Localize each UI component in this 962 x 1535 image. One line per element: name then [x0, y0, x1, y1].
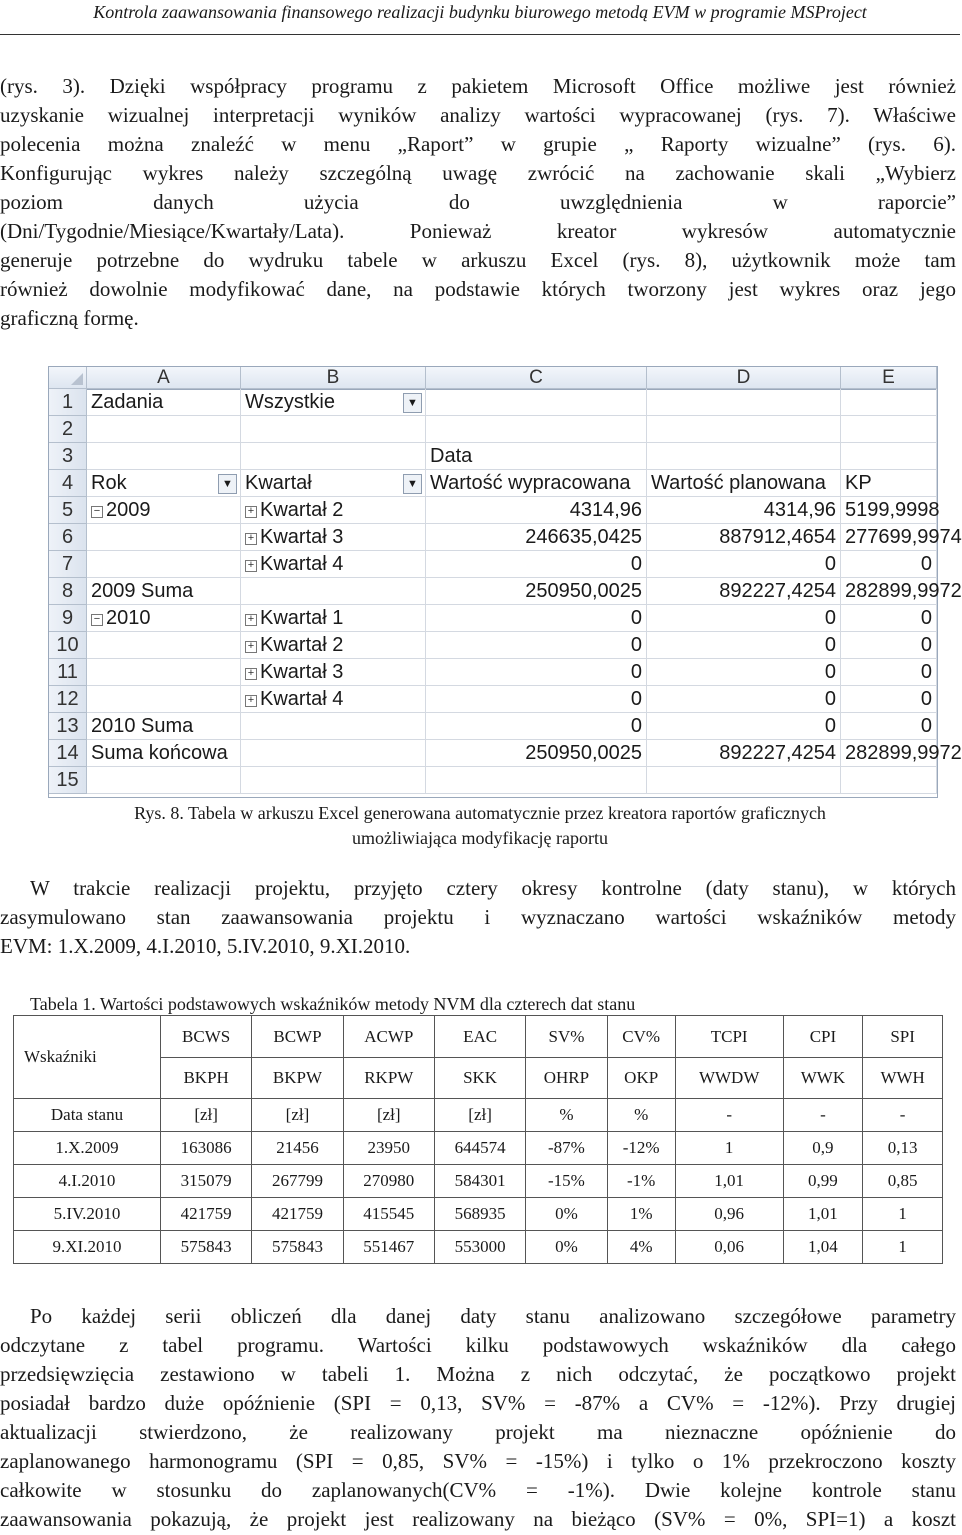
sheet-row	[49, 443, 937, 470]
value-cell: 584301	[434, 1165, 525, 1198]
text-line: odczytane z tabel programu. Wartości kilku podstawowych wskaźników dla całego	[0, 1333, 956, 1357]
cell-text: 0	[630, 607, 642, 629]
cell-text: Suma końcowa	[91, 742, 228, 764]
running-header: Kontrola zaawansowania finansowego realizacji budynku biurowego metodą EVM w programie MSProject	[0, 0, 960, 35]
corner-label: Wskaźniki	[14, 1016, 161, 1099]
cell-c	[426, 416, 647, 443]
cell-e	[841, 389, 937, 416]
collapse-icon[interactable]: −	[91, 614, 103, 626]
cell-text: 4314,96	[569, 499, 642, 521]
text-line: poziom danych użycia do uwzględnienia w raporcie”	[0, 190, 956, 214]
cell-d	[647, 416, 841, 443]
sheet-row	[49, 497, 940, 524]
expand-icon[interactable]: +	[245, 668, 257, 680]
cell-text: 892227,4254	[719, 580, 836, 602]
cell-text: 0	[920, 634, 932, 656]
cell-text: Wartość planowana	[651, 472, 826, 494]
header-pl-cell: BKPW	[252, 1058, 343, 1099]
cell-a	[87, 470, 241, 497]
date-cell: 1.X.2009	[14, 1132, 161, 1165]
value-cell: 1	[863, 1231, 943, 1264]
unit-cell: [zł]	[434, 1099, 525, 1132]
value-cell: 421759	[252, 1198, 343, 1231]
paragraph-analysis	[0, 1302, 956, 1534]
row-number: 12	[49, 686, 87, 713]
expand-icon[interactable]: +	[245, 641, 257, 653]
value-cell: 0,9	[783, 1132, 863, 1165]
cell-text: 887912,4654	[719, 526, 836, 548]
value-cell: 21456	[252, 1132, 343, 1165]
value-cell: -12%	[607, 1132, 675, 1165]
header-en-cell: BCWP	[252, 1016, 343, 1058]
sheet-row	[49, 524, 962, 551]
cell-text: Kwartał 2	[260, 499, 344, 521]
cell-b	[241, 740, 426, 767]
value-cell: 315079	[160, 1165, 251, 1198]
value-cell: 575843	[252, 1231, 343, 1264]
cell-d	[647, 551, 841, 578]
cell-b	[241, 524, 426, 551]
unit-cell: -	[863, 1099, 943, 1132]
cell-text: Wartość wypracowana	[430, 472, 631, 494]
cell-text: 2009	[106, 499, 151, 521]
value-cell: 163086	[160, 1132, 251, 1165]
cell-text: Kwartał 4	[260, 688, 344, 710]
text-line: Po każdej serii obliczeń dla danej daty stanu analizowano szczegółowe parametry	[30, 1304, 956, 1328]
sheet-row	[49, 416, 937, 443]
excel-pivot-screenshot	[48, 366, 962, 798]
cell-a	[87, 389, 241, 416]
cell-text: 0	[630, 634, 642, 656]
cell-e	[841, 740, 962, 767]
cell-text: 282899,9972	[845, 742, 962, 764]
figure-caption-line: Rys. 8. Tabela w arkuszu Excel generowana automatycznie przez kreatora raportów graficznych	[134, 803, 826, 823]
cell-a	[87, 659, 241, 686]
unit-cell: %	[526, 1099, 607, 1132]
header-pl-cell: OHRP	[526, 1058, 607, 1099]
cell-e	[841, 497, 940, 524]
value-cell: 0,13	[863, 1132, 943, 1165]
header-en-cell: SV%	[526, 1016, 607, 1058]
text-line: EVM: 1.X.2009, 4.I.2010, 5.IV.2010, 9.XI.2010.	[0, 934, 411, 958]
column-header-row	[49, 367, 937, 390]
collapse-icon[interactable]: −	[91, 506, 103, 518]
value-cell: 644574	[434, 1132, 525, 1165]
cell-a	[87, 416, 241, 443]
sheet-row	[49, 659, 937, 686]
sheet-row	[49, 767, 937, 794]
cell-c	[426, 470, 647, 497]
cell-text: KP	[845, 472, 872, 494]
cell-text: Kwartał	[245, 472, 312, 494]
header-en-cell: TCPI	[675, 1016, 783, 1058]
text-line: Konfigurując wykres należy szczególną uwagę zwrócić na zachowanie skali „Wybierz	[0, 161, 956, 185]
value-cell: 575843	[160, 1231, 251, 1264]
cell-c	[426, 497, 647, 524]
cell-d	[647, 659, 841, 686]
sheet-row	[49, 470, 937, 497]
header-pl-cell: BKPH	[160, 1058, 251, 1099]
text-line: całkowite w stosunku do zaplanowanych(CV% = -1%). Dwie kolejne kontrole stanu	[0, 1478, 956, 1502]
header-pl-cell: RKPW	[343, 1058, 434, 1099]
value-cell: 553000	[434, 1231, 525, 1264]
unit-cell: [zł]	[252, 1099, 343, 1132]
value-cell: 551467	[343, 1231, 434, 1264]
cell-b	[241, 389, 426, 416]
cell-e	[841, 578, 962, 605]
text-line: zasymulowano stan zaawansowania projektu i wyznaczano wartości wskaźników metody	[0, 905, 956, 929]
value-cell: 0,99	[783, 1165, 863, 1198]
header-pl-cell: OKP	[607, 1058, 675, 1099]
value-cell: 1%	[607, 1198, 675, 1231]
cell-a	[87, 767, 241, 794]
cell-c	[426, 578, 647, 605]
cell-d	[647, 578, 841, 605]
value-cell: 1,01	[783, 1198, 863, 1231]
sheet-row	[49, 578, 962, 605]
cell-d	[647, 443, 841, 470]
expand-icon[interactable]: +	[245, 533, 257, 545]
text-line: W trakcie realizacji projektu, przyjęto cztery okresy kontrolne (daty stanu), w których	[30, 876, 956, 900]
cell-d	[647, 389, 841, 416]
cell-text: Kwartał 2	[260, 634, 344, 656]
cell-text: Zadania	[91, 391, 164, 413]
cell-c	[426, 740, 647, 767]
cell-text: 2010 Suma	[91, 715, 194, 737]
cell-text: 0	[824, 553, 836, 575]
cell-b	[241, 551, 426, 578]
cell-text: Kwartał 4	[260, 553, 344, 575]
row-number: 15	[49, 767, 87, 794]
cell-e	[841, 632, 937, 659]
cell-text: 4314,96	[763, 499, 836, 521]
table-row	[14, 1165, 943, 1198]
row-number: 5	[49, 497, 87, 524]
value-cell: -1%	[607, 1165, 675, 1198]
cell-a	[87, 686, 241, 713]
header-en-cell: SPI	[863, 1016, 943, 1058]
row-number: 11	[49, 659, 87, 686]
paragraph-control-dates	[0, 874, 956, 961]
cell-b	[241, 416, 426, 443]
cell-e	[841, 659, 937, 686]
date-cell: 9.XI.2010	[14, 1231, 161, 1264]
cell-a	[87, 497, 241, 524]
indicators-table	[13, 1015, 943, 1264]
cell-b	[241, 713, 426, 740]
sheet-row	[49, 605, 937, 632]
cell-c	[426, 524, 647, 551]
sheet-row	[49, 740, 962, 767]
value-cell: 270980	[343, 1165, 434, 1198]
header-en-cell: EAC	[434, 1016, 525, 1058]
cell-e	[841, 713, 937, 740]
header-pl-cell: WWDW	[675, 1058, 783, 1099]
cell-text: 0	[824, 607, 836, 629]
cell-text: Kwartał 3	[260, 526, 344, 548]
cell-text: Rok	[91, 472, 127, 494]
value-cell: 4%	[607, 1231, 675, 1264]
paragraph-intro	[0, 72, 956, 333]
cell-text: 0	[920, 553, 932, 575]
cell-text: 0	[630, 715, 642, 737]
value-cell: 267799	[252, 1165, 343, 1198]
cell-a	[87, 578, 241, 605]
cell-e	[841, 605, 937, 632]
cell-a	[87, 632, 241, 659]
value-cell: 568935	[434, 1198, 525, 1231]
cell-text: 0	[920, 607, 932, 629]
cell-a	[87, 713, 241, 740]
cell-c	[426, 551, 647, 578]
row-number: 9	[49, 605, 87, 632]
cell-text: 0	[824, 634, 836, 656]
cell-text: 250950,0025	[525, 580, 642, 602]
cell-d	[647, 713, 841, 740]
cell-text: 0	[630, 661, 642, 683]
expand-icon[interactable]: +	[245, 695, 257, 707]
cell-d	[647, 632, 841, 659]
units-label: Data stanu	[14, 1099, 161, 1132]
cell-text: Wszystkie	[245, 391, 335, 413]
cell-text: 277699,9974	[845, 526, 962, 548]
row-number: 10	[49, 632, 87, 659]
cell-a	[87, 740, 241, 767]
cell-b	[241, 605, 426, 632]
cell-text: 0	[630, 688, 642, 710]
text-line: zaplanowanego harmonogramu (SPI = 0,85, SV% = -15%) i tylko o 1% przekroczono koszty	[0, 1449, 956, 1473]
cell-text: 892227,4254	[719, 742, 836, 764]
cell-text: 5199,9998	[845, 499, 940, 521]
value-cell: -15%	[526, 1165, 607, 1198]
cell-text: Kwartał 3	[260, 661, 344, 683]
cell-e	[841, 686, 937, 713]
text-line: uzyskanie wizualnej interpretacji wyników analizy wartości wypracowanej (rys. 7). Właściwe	[0, 103, 956, 127]
text-line: polecenia można znaleźć w menu „Raport” w grupie „ Raporty wizualne” (rys. 6).	[0, 132, 956, 156]
date-cell: 5.IV.2010	[14, 1198, 161, 1231]
cell-text: 246635,0425	[525, 526, 642, 548]
value-cell: 0%	[526, 1198, 607, 1231]
cell-b	[241, 443, 426, 470]
cell-a	[87, 551, 241, 578]
column-header-c: C	[426, 367, 647, 389]
cell-c	[426, 713, 647, 740]
cell-b	[241, 470, 426, 497]
sheet-row	[49, 632, 937, 659]
cell-e	[841, 524, 962, 551]
unit-cell: [zł]	[160, 1099, 251, 1132]
cell-c	[426, 605, 647, 632]
text-line: (Dni/Tygodnie/Miesiące/Kwartały/Lata). Ponieważ kreator wykresów automatycznie	[0, 219, 956, 243]
text-line: (rys. 3). Dzięki współpracy programu z pakietem Microsoft Office możliwe jest również	[0, 74, 956, 98]
text-line: aktualizacji stwierdzono, że realizowany projekt ma nieznaczne opóźnienie do	[0, 1420, 956, 1444]
table-row	[14, 1231, 943, 1264]
row-number: 1	[49, 389, 87, 416]
table-header-row	[14, 1016, 943, 1058]
header-pl-cell: WWK	[783, 1058, 863, 1099]
cell-text: 0	[824, 661, 836, 683]
table-row	[14, 1198, 943, 1231]
cell-b	[241, 632, 426, 659]
date-cell: 4.I.2010	[14, 1165, 161, 1198]
cell-text: 0	[824, 715, 836, 737]
cell-b	[241, 659, 426, 686]
value-cell: 1,04	[783, 1231, 863, 1264]
header-en-cell: CPI	[783, 1016, 863, 1058]
cell-e	[841, 443, 937, 470]
cell-text: Data	[430, 445, 473, 467]
text-line: generuje potrzebne do wydruku tabele w arkuszu Excel (rys. 8), użytkownik może tam	[0, 248, 956, 272]
cell-e	[841, 470, 937, 497]
row-number: 8	[49, 578, 87, 605]
cell-text: 0	[824, 688, 836, 710]
cell-d	[647, 524, 841, 551]
sheet-row	[49, 389, 937, 416]
cell-c	[426, 443, 647, 470]
cell-e	[841, 767, 937, 794]
select-all-corner	[49, 367, 87, 389]
expand-icon[interactable]: +	[245, 614, 257, 626]
cell-e	[841, 416, 937, 443]
cell-text: Kwartał 1	[260, 607, 344, 629]
header-en-cell: BCWS	[160, 1016, 251, 1058]
table-caption: Tabela 1. Wartości podstawowych wskaźników metody NVM dla czterech dat stanu	[30, 994, 636, 1014]
cell-b	[241, 767, 426, 794]
text-line: również dowolnie modyfikować dane, na podstawie których tworzony jest wykres oraz jego	[0, 277, 956, 301]
row-number: 7	[49, 551, 87, 578]
unit-cell: -	[675, 1099, 783, 1132]
row-number: 2	[49, 416, 87, 443]
cell-a	[87, 524, 241, 551]
unit-cell: %	[607, 1099, 675, 1132]
sheet-row	[49, 551, 937, 578]
sheet-row	[49, 713, 937, 740]
column-header-b: B	[241, 367, 426, 389]
expand-icon[interactable]: +	[245, 560, 257, 572]
cell-b	[241, 578, 426, 605]
cell-e	[841, 551, 937, 578]
text-line: graficzną formę.	[0, 306, 139, 330]
cell-text: 282899,9972	[845, 580, 962, 602]
cell-a	[87, 443, 241, 470]
expand-icon[interactable]: +	[245, 506, 257, 518]
cell-text: 250950,0025	[525, 742, 642, 764]
text-line: przedsięwzięcia zestawiono w tabeli 1. Można z nich odczytać, że początkowo projekt	[0, 1362, 956, 1386]
header-pl-cell: WWH	[863, 1058, 943, 1099]
figure-caption-line: umożliwiająca modyfikację raportu	[352, 828, 608, 848]
table-row	[14, 1132, 943, 1165]
header-pl-cell: SKK	[434, 1058, 525, 1099]
row-number: 13	[49, 713, 87, 740]
value-cell: 0,06	[675, 1231, 783, 1264]
row-number: 3	[49, 443, 87, 470]
cell-c	[426, 686, 647, 713]
cell-c	[426, 632, 647, 659]
sheet-row	[49, 686, 937, 713]
value-cell: 0%	[526, 1231, 607, 1264]
value-cell: 1	[863, 1198, 943, 1231]
value-cell: -87%	[526, 1132, 607, 1165]
cell-text: 0	[920, 715, 932, 737]
column-header-a: A	[87, 367, 241, 389]
value-cell: 421759	[160, 1198, 251, 1231]
value-cell: 1,01	[675, 1165, 783, 1198]
filter-dropdown-icon[interactable]: ▼	[218, 474, 237, 494]
header-en-cell: CV%	[607, 1016, 675, 1058]
value-cell: 23950	[343, 1132, 434, 1165]
cell-d	[647, 767, 841, 794]
cell-text: 0	[920, 661, 932, 683]
cell-c	[426, 389, 647, 416]
value-cell: 0,96	[675, 1198, 783, 1231]
value-cell: 0,85	[863, 1165, 943, 1198]
column-header-e: E	[841, 367, 937, 389]
header-en-cell: ACWP	[343, 1016, 434, 1058]
cell-text: 0	[920, 688, 932, 710]
cell-d	[647, 686, 841, 713]
cell-c	[426, 659, 647, 686]
unit-cell: -	[783, 1099, 863, 1132]
value-cell: 415545	[343, 1198, 434, 1231]
filter-dropdown-icon[interactable]: ▼	[403, 393, 422, 413]
row-number: 6	[49, 524, 87, 551]
value-cell: 1	[675, 1132, 783, 1165]
cell-b	[241, 497, 426, 524]
figure-caption	[0, 801, 960, 851]
cell-d	[647, 497, 841, 524]
text-line: zaawansowania pokazują, że projekt jest realizowany na bieżąco (SV% = 0%, SPI=1) a koszt	[0, 1507, 956, 1531]
row-number: 4	[49, 470, 87, 497]
table-units-row	[14, 1099, 943, 1132]
cell-d	[647, 605, 841, 632]
cell-text: 0	[630, 553, 642, 575]
row-number: 14	[49, 740, 87, 767]
cell-d	[647, 740, 841, 767]
cell-text: 2010	[106, 607, 151, 629]
filter-dropdown-icon[interactable]: ▼	[403, 474, 422, 494]
cell-b	[241, 686, 426, 713]
text-line: posiadał bardzo duże opóźnienie (SPI = 0,13, SV% = -87% a CV% = -12%). Przy drugiej	[0, 1391, 956, 1415]
unit-cell: [zł]	[343, 1099, 434, 1132]
cell-c	[426, 767, 647, 794]
cell-d	[647, 470, 841, 497]
cell-text: 2009 Suma	[91, 580, 194, 602]
cell-a	[87, 605, 241, 632]
column-header-d: D	[647, 367, 841, 389]
